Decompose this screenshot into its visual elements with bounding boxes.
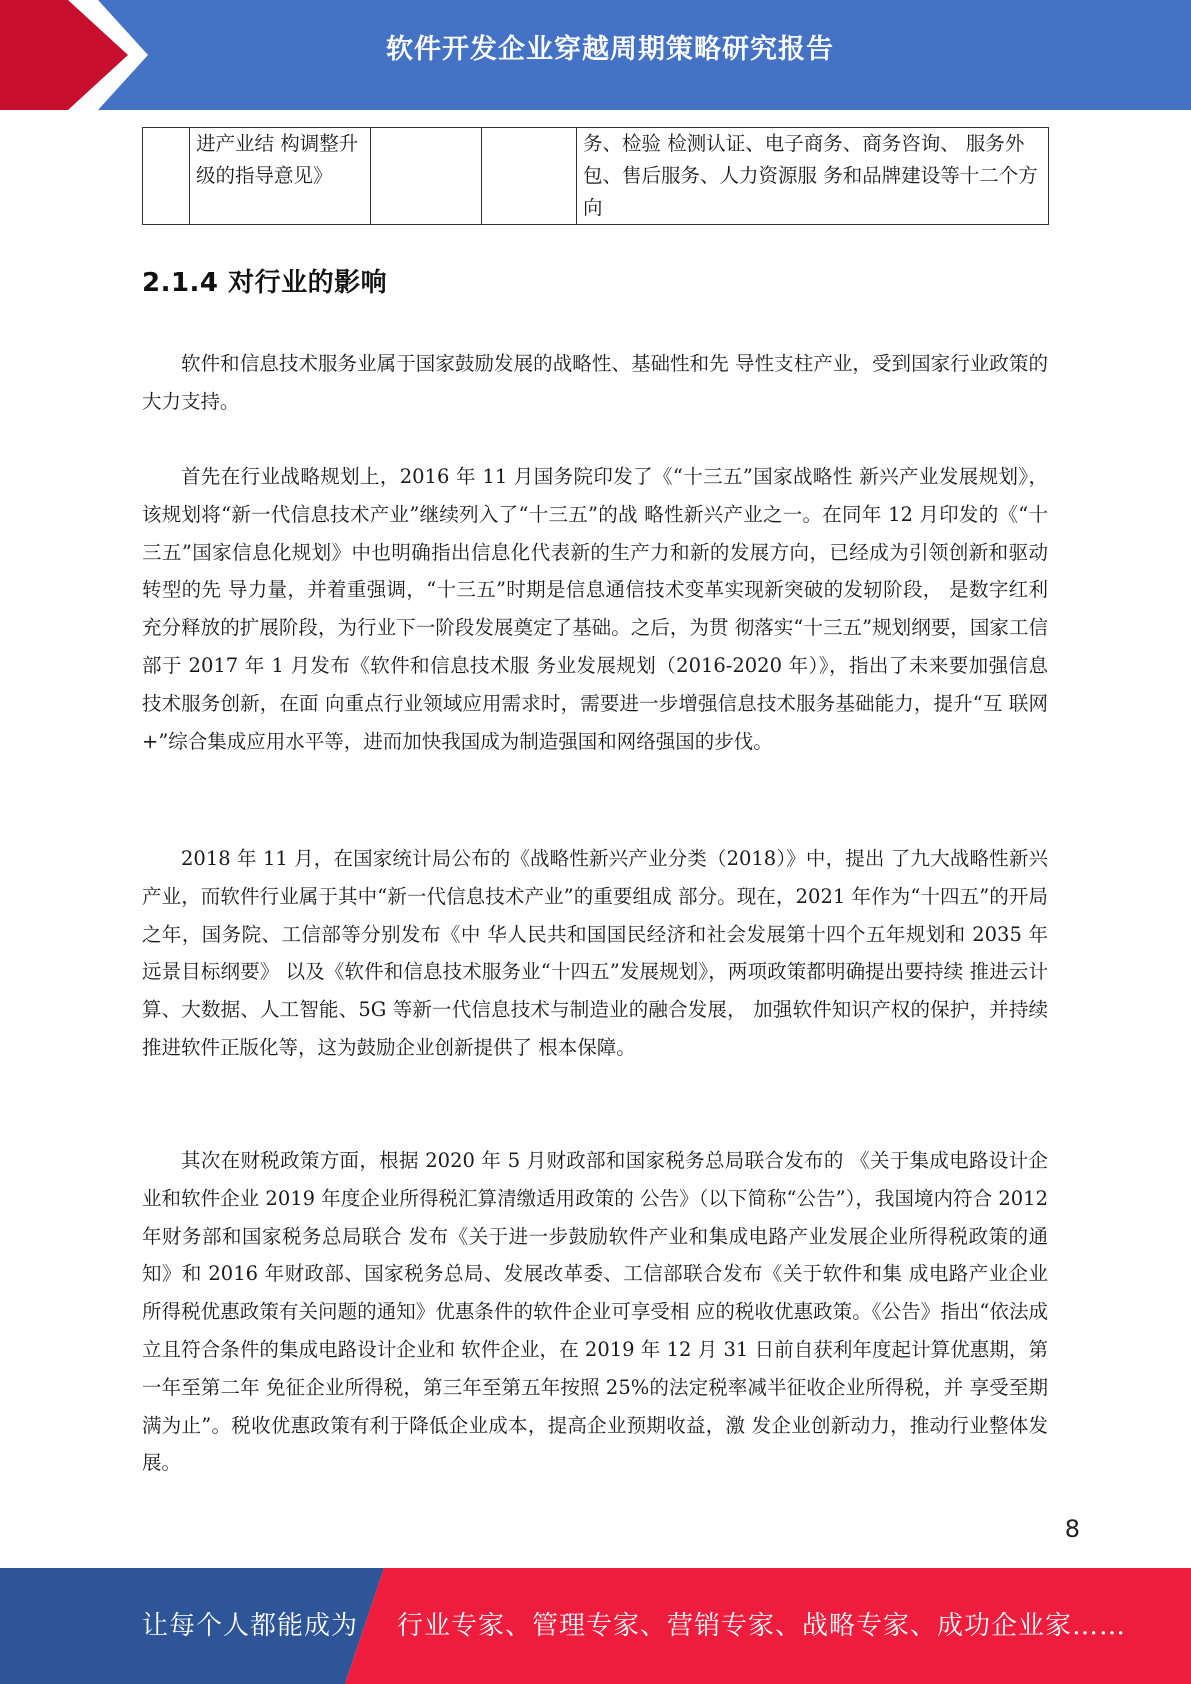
policy-table [142, 127, 1049, 225]
header-chevron-decoration [0, 0, 160, 110]
document-title: 软件开发企业穿越周期策略研究报告 [386, 34, 834, 65]
section-heading: 2.1.4 对行业的影响 [142, 268, 388, 298]
page-number: 8 [1064, 1515, 1080, 1543]
table-cell [482, 128, 577, 225]
page-header [0, 0, 1191, 110]
body-paragraph: 首先在行业战略规划上，2016 年 11 月国务院印发了《“十三五”国家战略性 新兴产业发展规划》，该规划将“新一代信息技术产业”继续列入了“十三五”的战 略性新兴产业之一。在同年 12 月印发的《“十三五”国家信息化规划》中也明确指出信息化代表新的生产力和新的发展方向，已经成为引领创新和驱动转型的先 导力量，并着重强调，“十三五”时期是信息通信技术变革实现新突破的发轫阶段， 是数字红利充分释放的扩展阶段，为行业下一阶段发展奠定了基础。之后，为贯 彻落实“十三五”规划纲要，国家工信部于 2017 年 1 月发布《软件和信息技术服 务业发展规划（2016-2020 年）》，指出了未来要加强信息技术服务创新，在面 向重点行业领域应用需求时，需要进一步增强信息技术服务基础能力，提升“互 联网+”综合集成应用水平等，进而加快我国成为制造强国和网络强国的步伐。 [142, 465, 1048, 753]
body-paragraph: 其次在财税政策方面，根据 2020 年 5 月财政部和国家税务总局联合发布的 《关于集成电路设计企业和软件企业 2019 年度企业所得税汇算清缴适用政策的 公告》（以下简称“公告”），我国境内符合 2012 年财务部和国家税务总局联合 发布《关于进一步鼓励软件产业和集成电路产业发展企业所得税政策的通知》和 2016 年财政部、国家税务总局、发展改革委、工信部联合发布《关于软件和集 成电路产业企业所得税优惠政策有关问题的通知》优惠条件的软件企业可享受相 应的税收优惠政策。《公告》指出“依法成立且符合条件的集成电路设计企业和 软件企业，在 2019 年 12 月 31 日前自获利年度起计算优惠期，第一年至第二年 免征企业所得税，第三年至第五年按照 25%的法定税率减半征收企业所得税，并 享受至期满为止”。税收优惠政策有利于降低企业成本，提高企业预期收益，激 发企业创新动力，推动行业整体发展。 [142, 1149, 1048, 1475]
table-cell-policy-name: 进产业结 构调整升级的指导意见》 [190, 128, 371, 225]
body-paragraph: 软件和信息技术服务业属于国家鼓励发展的战略性、基础性和先 导性支柱产业，受到国家行业政策的大力支持。 [142, 352, 1048, 413]
table-cell [143, 128, 190, 225]
footer-slogan-left: 让每个人都能成为 [142, 1611, 359, 1641]
footer-slogan-right: 行业专家、管理专家、营销专家、战略专家、成功企业家…… [397, 1611, 1127, 1641]
table-row [143, 128, 1049, 225]
page-footer [0, 1568, 1191, 1684]
body-paragraph: 2018 年 11 月，在国家统计局公布的《战略性新兴产业分类（2018）》中，提出 了九大战略性新兴产业，而软件行业属于其中“新一代信息技术产业”的重要组成 部分。现在，2021 年作为“十四五”的开局之年，国务院、工信部等分别发布《中 华人民共和国国民经济和社会发展第十四个五年规划和 2035 年远景目标纲要》 以及《软件和信息技术服务业“十四五”发展规划》，两项政策都明确提出要持续 推进云计算、大数据、人工智能、5G 等新一代信息技术与制造业的融合发展， 加强软件知识产权的保护，并持续推进软件正版化等，这为鼓励企业创新提供了 根本保障。 [142, 847, 1048, 1059]
table-cell-policy-content: 务、检验 检测认证、电子商务、商务咨询、 服务外包、售后服务、人力资源服 务和品牌建设等十二个方向 [577, 128, 1049, 225]
table-cell [371, 128, 482, 225]
